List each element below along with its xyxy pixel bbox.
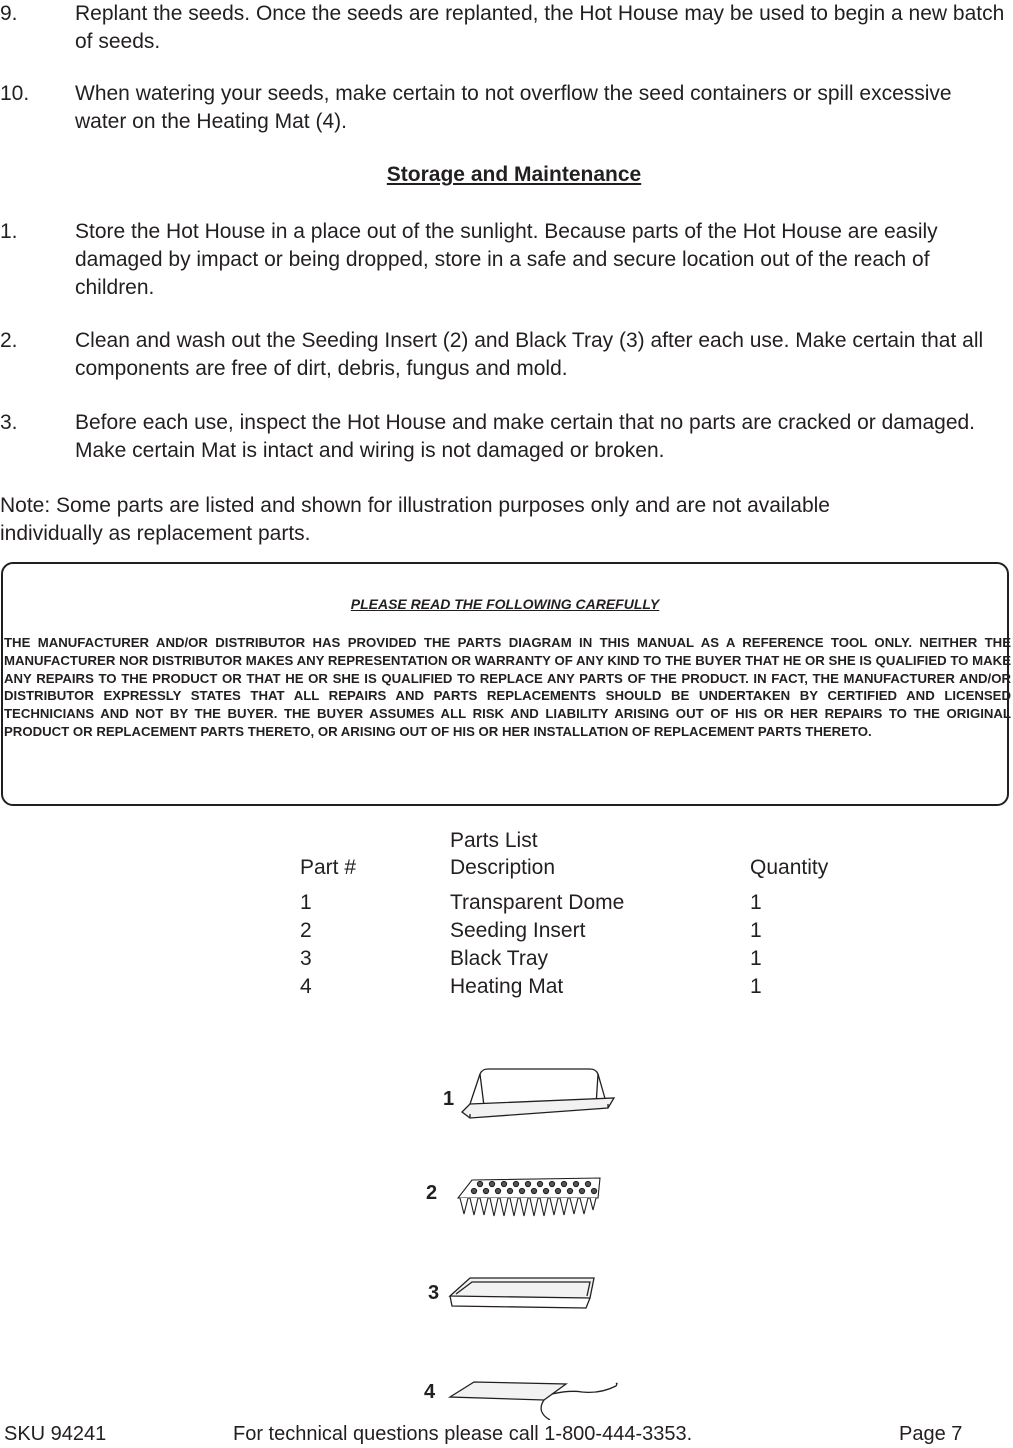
part-quantity: 1 (750, 891, 762, 914)
header-quantity: Quantity (750, 856, 829, 879)
black-tray-illustration (450, 1278, 594, 1308)
table-row (300, 975, 900, 1003)
storage-step-2 (0, 327, 1005, 383)
part-description: Seeding Insert (450, 919, 586, 942)
step-text: Store the Hot House in a place out of the sunlight. Because parts of the Hot House are easily damaged by impact or being dropped, store in a safe and secure location out of the reach of children. (75, 220, 938, 299)
footer-sku: SKU 94241 (4, 1423, 107, 1445)
header-description: Description (450, 856, 556, 879)
part-number: 1 (300, 891, 312, 914)
step-number: 9. (0, 2, 18, 25)
step-text: When watering your seeds, make certain to not overflow the seed containers or spill excessive water on the Heating Mat (4). (75, 82, 952, 133)
note-text: Note: Some parts are listed and shown for illustration purposes only and are not available individually as replacement parts. (0, 494, 830, 545)
header-part: Part # (300, 856, 357, 879)
part-description: Transparent Dome (450, 891, 625, 914)
step-number: 2. (0, 329, 18, 352)
warning-body: THE MANUFACTURER AND/OR DISTRIBUTOR HAS PROVIDED THE PARTS DIAGRAM IN THIS MANUAL AS A REFERENCE TOOL ONLY. NEITHER THE MANUFACTURER NOR DISTRIBUTOR MAKES ANY REPRESENTATION OR WARRANTY OF ANY KIND TO THE BUYER THAT HE OR SHE IS QUALIFIED TO MAKE ANY REPAIRS TO THE PRODUCT OR THAT HE OR SHE IS QUALIFIED TO REPLACE ANY PARTS OF THE PRODUCT. IN FACT, THE MANUFACTURER AND/OR DISTRIBUTOR EXPRESSLY STATES THAT ALL REPAIRS AND PARTS REPLACEMENTS SHOULD BE UNDERTAKEN BY CERTIFIED AND LICENSED TECHNICIANS AND NOT BY THE BUYER. THE BUYER ASSUMES ALL RISK AND LIABILITY ARISING OUT OF HIS OR HER REPAIRS TO THE ORIGINAL PRODUCT OR REPLACEMENT PARTS THERETO, OR ARISING OUT OF HIS OR HER INSTALLATION OF REPLACEMENT PARTS THERETO. (4, 635, 1011, 739)
storage-heading: Storage and Maintenance (386, 163, 642, 186)
callout-4: 4 (424, 1381, 436, 1403)
step-number: 10. (0, 82, 30, 105)
parts-table (300, 891, 900, 1003)
step-text: Replant the seeds. Once the seeds are replanted, the Hot House may be used to begin a new batch of seeds. (75, 2, 1005, 53)
dome-illustration (462, 1069, 614, 1118)
storage-step-3 (0, 409, 1005, 465)
footer-contact: For technical questions please call 1-800-444-3353. (233, 1423, 693, 1445)
warning-box (1, 562, 1009, 806)
parts-diagram (440, 1060, 630, 1420)
part-description: Heating Mat (450, 975, 564, 998)
warning-title: PLEASE READ THE FOLLOWING CAREFULLY (350, 596, 660, 612)
callout-2: 2 (426, 1182, 438, 1204)
table-row (300, 919, 900, 947)
seeding-insert-illustration (458, 1178, 600, 1216)
footer-page: Page 7 (899, 1423, 963, 1445)
step-text: Clean and wash out the Seeding Insert (2) and Black Tray (3) after each use. Make certain that all components are free of dirt, debris, fungus and mold. (75, 329, 984, 380)
storage-step-1 (0, 218, 1005, 302)
step-number: 3. (0, 411, 18, 434)
table-row (300, 891, 900, 919)
part-quantity: 1 (750, 919, 762, 942)
step-10 (0, 80, 1005, 136)
heating-mat-illustration (450, 1382, 617, 1420)
callout-1: 1 (443, 1088, 455, 1110)
part-number: 3 (300, 947, 312, 970)
part-number: 2 (300, 919, 312, 942)
table-row (300, 947, 900, 975)
step-text: Before each use, inspect the Hot House and make certain that no parts are cracked or damaged. Make certain Mat is intact and wiring is not damaged or broken. (75, 411, 976, 462)
part-quantity: 1 (750, 947, 762, 970)
part-quantity: 1 (750, 975, 762, 998)
step-number: 1. (0, 220, 18, 243)
callout-3: 3 (428, 1282, 440, 1304)
parts-list-title: Parts List (450, 829, 538, 852)
step-9 (0, 0, 1005, 56)
part-number: 4 (300, 975, 312, 998)
part-description: Black Tray (450, 947, 549, 970)
